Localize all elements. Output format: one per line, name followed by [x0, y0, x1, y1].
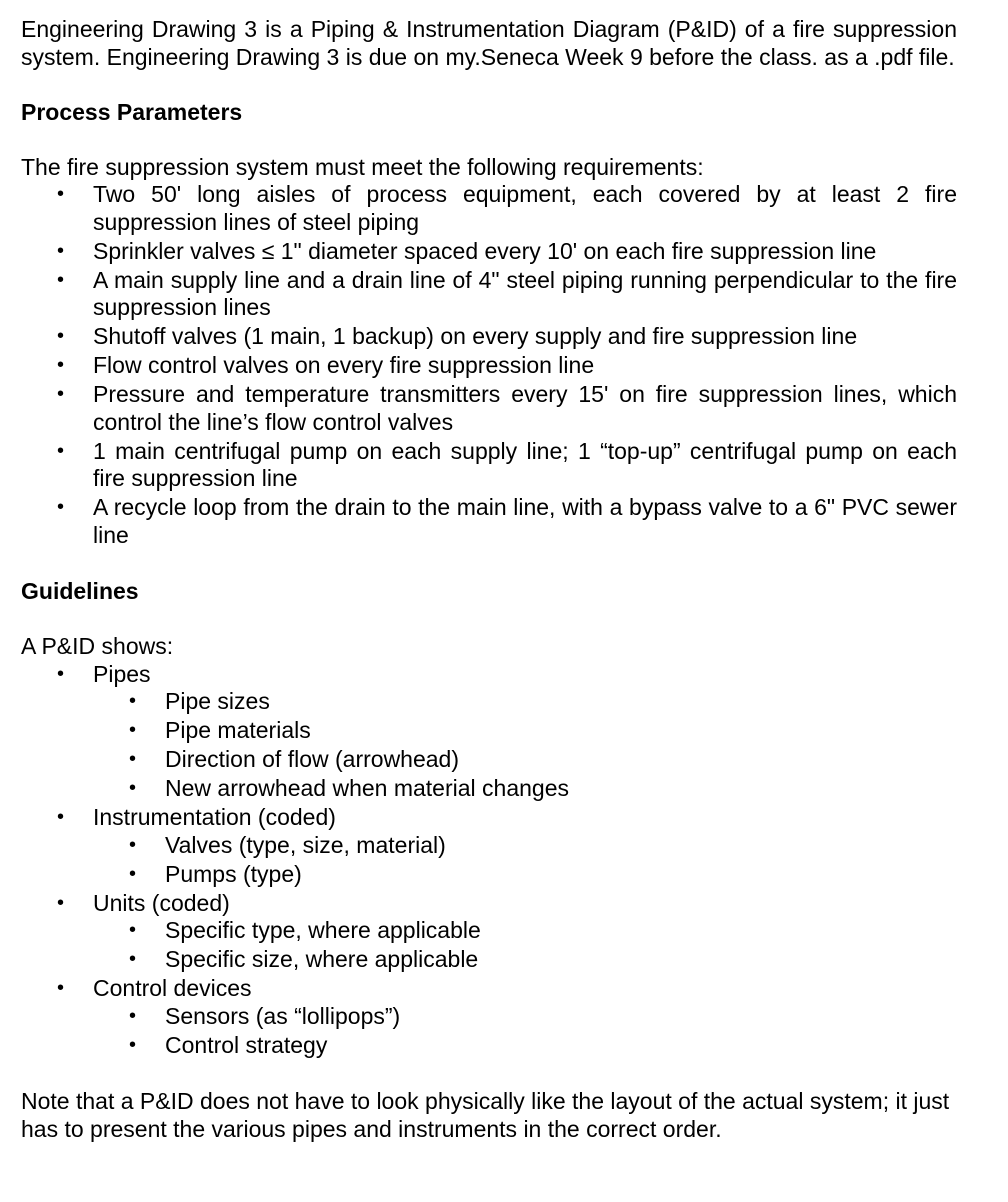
guideline-item: Specific size, where applicable	[165, 946, 479, 972]
list-item	[21, 181, 957, 236]
sub-list	[93, 1003, 957, 1060]
list-item	[21, 1032, 957, 1060]
list-item	[21, 746, 957, 774]
guideline-item: Direction of flow (arrowhead)	[165, 746, 460, 772]
bullet-icon: •	[57, 325, 65, 347]
bullet-icon: •	[57, 354, 65, 376]
sub-list	[93, 917, 957, 974]
bullet-icon: •	[129, 862, 137, 885]
requirement-text: Pressure and temperature transmitters every 15' on fire suppression lines, which control the line’s flow control valves	[93, 381, 957, 435]
guideline-item: Pumps (type)	[165, 860, 302, 887]
list-item	[21, 804, 957, 888]
process-parameters-heading: Process Parameters	[21, 98, 243, 125]
requirements-list	[21, 181, 957, 549]
guideline-item: New arrowhead when material changes	[165, 775, 569, 801]
bullet-icon: •	[57, 977, 65, 999]
list-item	[21, 832, 957, 860]
guideline-item: Pipe sizes	[165, 688, 270, 714]
bullet-icon: •	[57, 662, 65, 685]
requirement-text: A recycle loop from the drain to the main line, with a bypass valve to a 6" PVC sewer line	[93, 494, 957, 548]
requirement-text: Shutoff valves (1 main, 1 backup) on every supply and fire suppression line	[93, 323, 858, 349]
bullet-icon: •	[57, 806, 65, 828]
guideline-group-label: Units (coded)	[93, 889, 230, 916]
requirements-lead: The fire suppression system must meet the following requirements:	[21, 153, 704, 180]
guidelines-lead: A P&ID shows:	[21, 633, 174, 659]
bullet-icon: •	[129, 948, 137, 970]
bullet-icon: •	[129, 748, 137, 770]
bullet-icon: •	[129, 833, 137, 856]
list-item	[21, 917, 957, 945]
spacer	[21, 551, 957, 579]
bullet-icon: •	[57, 183, 65, 205]
list-item	[21, 688, 957, 716]
requirement-text: A main supply line and a drain line of 4" steel piping running perpendicular to the fire suppression lines	[93, 266, 957, 320]
requirement-text: 1 main centrifugal pump on each supply line; 1 “top-up” centrifugal pump on each fire suppression line	[93, 437, 957, 491]
bullet-icon: •	[57, 439, 65, 462]
bullet-icon: •	[129, 719, 137, 741]
spacer	[21, 71, 957, 99]
list-item	[21, 238, 957, 266]
list-item	[21, 323, 957, 351]
requirement-text: Flow control valves on every fire suppression line	[93, 352, 595, 378]
requirement-text: Sprinkler valves ≤ 1" diameter spaced every 10' on each fire suppression line	[93, 237, 877, 264]
guideline-item: Pipe materials	[165, 717, 311, 743]
bullet-icon: •	[129, 1033, 137, 1056]
list-item	[21, 946, 957, 974]
guideline-item: Valves (type, size, material)	[165, 831, 446, 858]
list-item	[21, 438, 957, 493]
guideline-item: Specific type, where applicable	[165, 917, 481, 943]
list-item	[21, 861, 957, 889]
bullet-icon: •	[129, 1004, 137, 1027]
guidelines-heading: Guidelines	[21, 578, 139, 604]
list-item	[21, 352, 957, 380]
list-item	[21, 775, 957, 803]
bullet-icon: •	[57, 383, 65, 405]
spacer	[21, 606, 957, 634]
sub-list	[93, 832, 957, 889]
guidelines-list	[21, 661, 957, 1060]
intro-paragraph: Engineering Drawing 3 is a Piping & Instrumentation Diagram (P&ID) of a fire suppression system. Engineering Drawing 3 is due on my.Seneca Week 9 before the class. as a .pdf file.	[21, 16, 957, 70]
bullet-icon: •	[57, 268, 65, 291]
list-item	[21, 661, 957, 803]
guideline-group-label: Instrumentation (coded)	[93, 804, 336, 830]
guideline-item: Control strategy	[165, 1031, 328, 1058]
bullet-icon: •	[129, 777, 137, 799]
guideline-group-label: Pipes	[93, 660, 151, 687]
guideline-item: Sensors (as “lollipops”)	[165, 1002, 401, 1029]
bullet-icon: •	[57, 891, 65, 914]
spacer	[21, 126, 957, 154]
bullet-icon: •	[129, 919, 137, 941]
bullet-icon: •	[57, 239, 65, 262]
bullet-icon: •	[129, 690, 137, 712]
list-item	[21, 717, 957, 745]
document-page	[21, 16, 957, 1143]
spacer	[21, 1061, 957, 1089]
note-paragraph: Note that a P&ID does not have to look physically like the layout of the actual system; it just has to present the various pipes and instruments in the correct order.	[21, 1088, 950, 1142]
list-item	[21, 267, 957, 322]
sub-list	[93, 688, 957, 803]
list-item	[21, 890, 957, 974]
requirement-text: Two 50' long aisles of process equipment, each covered by at least 2 fire suppression lines of steel piping	[93, 181, 957, 235]
bullet-icon: •	[57, 496, 65, 518]
list-item	[21, 975, 957, 1059]
guideline-group-label: Control devices	[93, 975, 252, 1001]
list-item	[21, 494, 957, 549]
list-item	[21, 381, 957, 436]
list-item	[21, 1003, 957, 1031]
